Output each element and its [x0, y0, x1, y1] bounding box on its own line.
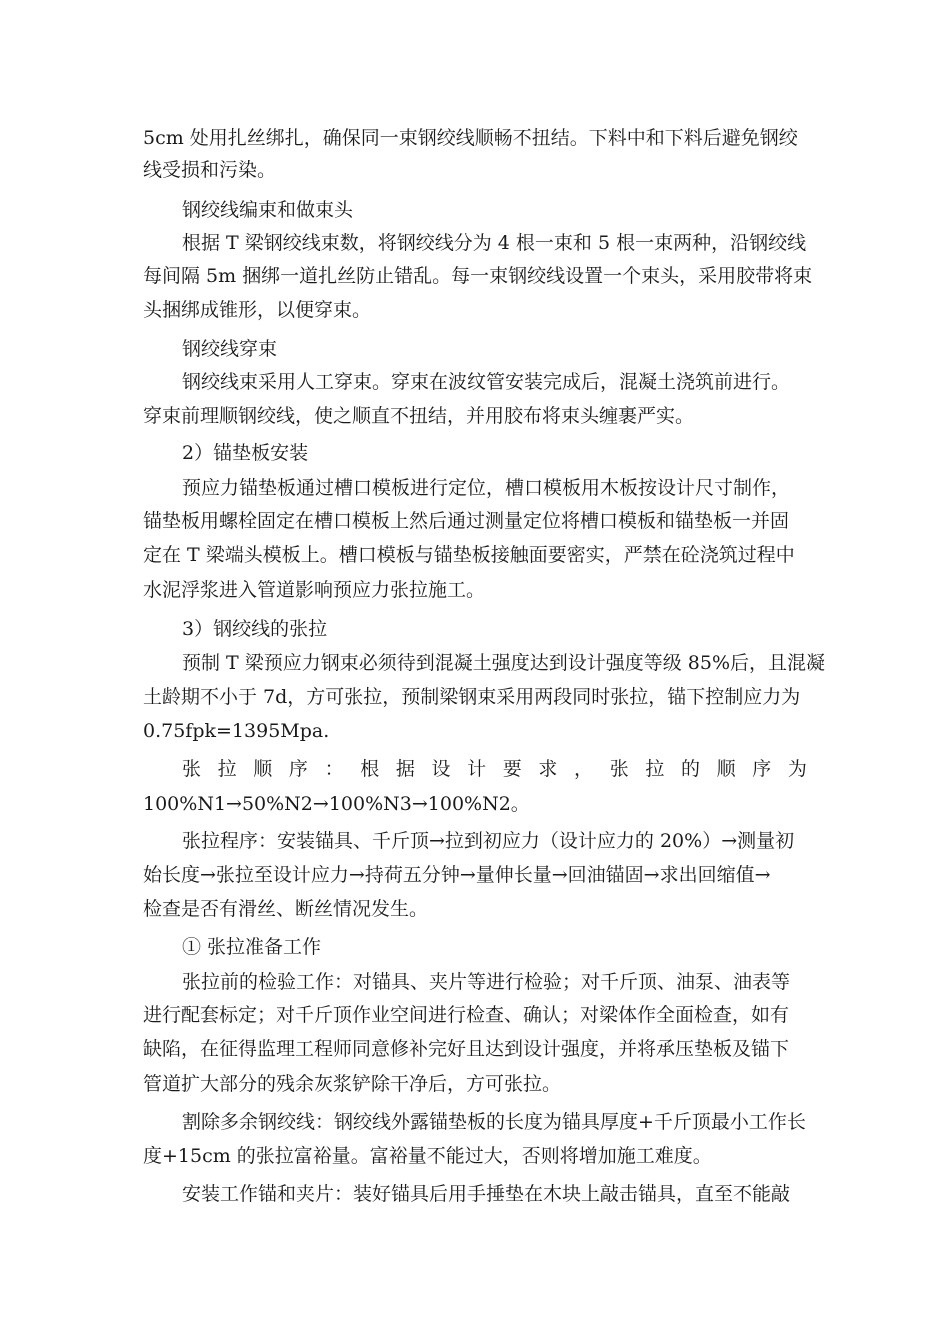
text-token: 计 — [467, 758, 487, 780]
section-heading: ① 张拉准备工作 — [182, 936, 322, 958]
text-token: 求 — [538, 758, 558, 780]
paragraph-first-line: 割除多余钢绞线：钢绞线外露锚垫板的长度为锚具厚度+千斤顶最小工作长 — [182, 1111, 806, 1133]
text-token: 设 — [431, 758, 451, 780]
text-line: 管道扩大部分的残余灰浆铲除干净后，方可张拉。 — [143, 1073, 562, 1095]
text-token: 张 — [609, 758, 629, 780]
text-line: 5cm 处用扎丝绑扎，确保同一束钢绞线顺畅不扭结。下料中和下料后避免钢绞 — [143, 127, 798, 149]
text-line: 线受损和污染。 — [143, 159, 277, 181]
paragraph-first-line — [182, 757, 807, 781]
text-token: 根 — [360, 758, 380, 780]
paragraph-first-line: 张拉前的检验工作：对锚具、夹片等进行检验；对千斤顶、油泵、油表等 — [182, 971, 791, 993]
text-line: 土龄期不小于 7d，方可张拉，预制梁钢束采用两段同时张拉，锚下控制应力为 — [143, 686, 801, 708]
text-line: 检查是否有滑丝、断丝情况发生。 — [143, 898, 429, 920]
text-token: 顺 — [716, 758, 736, 780]
paragraph-first-line: 预应力锚垫板通过槽口模板进行定位，槽口模板用木板按设计尺寸制作， — [182, 477, 791, 499]
text-line: 水泥浮浆进入管道影响预应力张拉施工。 — [143, 579, 486, 601]
text-token: ， — [574, 758, 594, 780]
paragraph-first-line: 预制 T 梁预应力钢束必须待到混凝土强度达到设计强度等级 85%后，且混凝 — [182, 652, 826, 674]
text-line: 100%N1→50%N2→100%N3→100%N2。 — [143, 793, 530, 815]
text-token: ： — [324, 758, 344, 780]
section-heading: 3）钢绞线的张拉 — [182, 618, 328, 640]
paragraph-first-line: 根据 T 梁钢绞线束数，将钢绞线分为 4 根一束和 5 根一束两种，沿钢绞线 — [182, 232, 807, 254]
text-token: 拉 — [217, 758, 237, 780]
text-line: 始长度→张拉至设计应力→持荷五分钟→量伸长量→回油锚固→求出回缩值→ — [143, 864, 771, 886]
text-line: 锚垫板用螺栓固定在槽口模板上然后通过测量定位将槽口模板和锚垫板一并固 — [143, 510, 790, 532]
text-token: 要 — [502, 758, 522, 780]
text-token: 据 — [395, 758, 415, 780]
text-token: 顺 — [253, 758, 273, 780]
text-token: 的 — [680, 758, 700, 780]
section-heading: 2）锚垫板安装 — [182, 442, 309, 464]
paragraph-first-line: 安装工作锚和夹片：装好锚具后用手捶垫在木块上敲击锚具，直至不能敲 — [182, 1183, 791, 1205]
text-line: 缺陷，在征得监理工程师同意修补完好且达到设计强度，并将承压垫板及锚下 — [143, 1038, 790, 1060]
text-token: 序 — [288, 758, 308, 780]
paragraph-first-line: 钢绞线束采用人工穿束。穿束在波纹管安装完成后，混凝土浇筑前进行。 — [182, 371, 791, 393]
text-line: 每间隔 5m 捆绑一道扎丝防止错乱。每一束钢绞线设置一个束头，采用胶带将束 — [143, 265, 813, 287]
text-line: 定在 T 梁端头模板上。槽口模板与锚垫板接触面要密实，严禁在砼浇筑过程中 — [143, 544, 795, 566]
text-line: 进行配套标定；对千斤顶作业空间进行检查、确认；对梁体作全面检查，如有 — [143, 1004, 790, 1026]
text-token: 为 — [787, 758, 807, 780]
text-line: 0.75fpk=1395Mpa. — [143, 720, 330, 742]
section-heading: 钢绞线编束和做束头 — [182, 199, 354, 221]
text-token: 张 — [182, 758, 202, 780]
text-token: 拉 — [645, 758, 665, 780]
paragraph-first-line: 张拉程序：安装锚具、千斤顶→拉到初应力（设计应力的 20%）→测量初 — [182, 830, 795, 852]
text-token: 序 — [752, 758, 772, 780]
text-line: 度+15cm 的张拉富裕量。富裕量不能过大，否则将增加施工难度。 — [143, 1145, 712, 1167]
section-heading: 钢绞线穿束 — [182, 338, 278, 360]
text-line: 穿束前理顺钢绞线，使之顺直不扭结，并用胶布将束头缠裹严实。 — [143, 405, 695, 427]
text-line: 头捆绑成锥形，以便穿束。 — [143, 299, 372, 321]
